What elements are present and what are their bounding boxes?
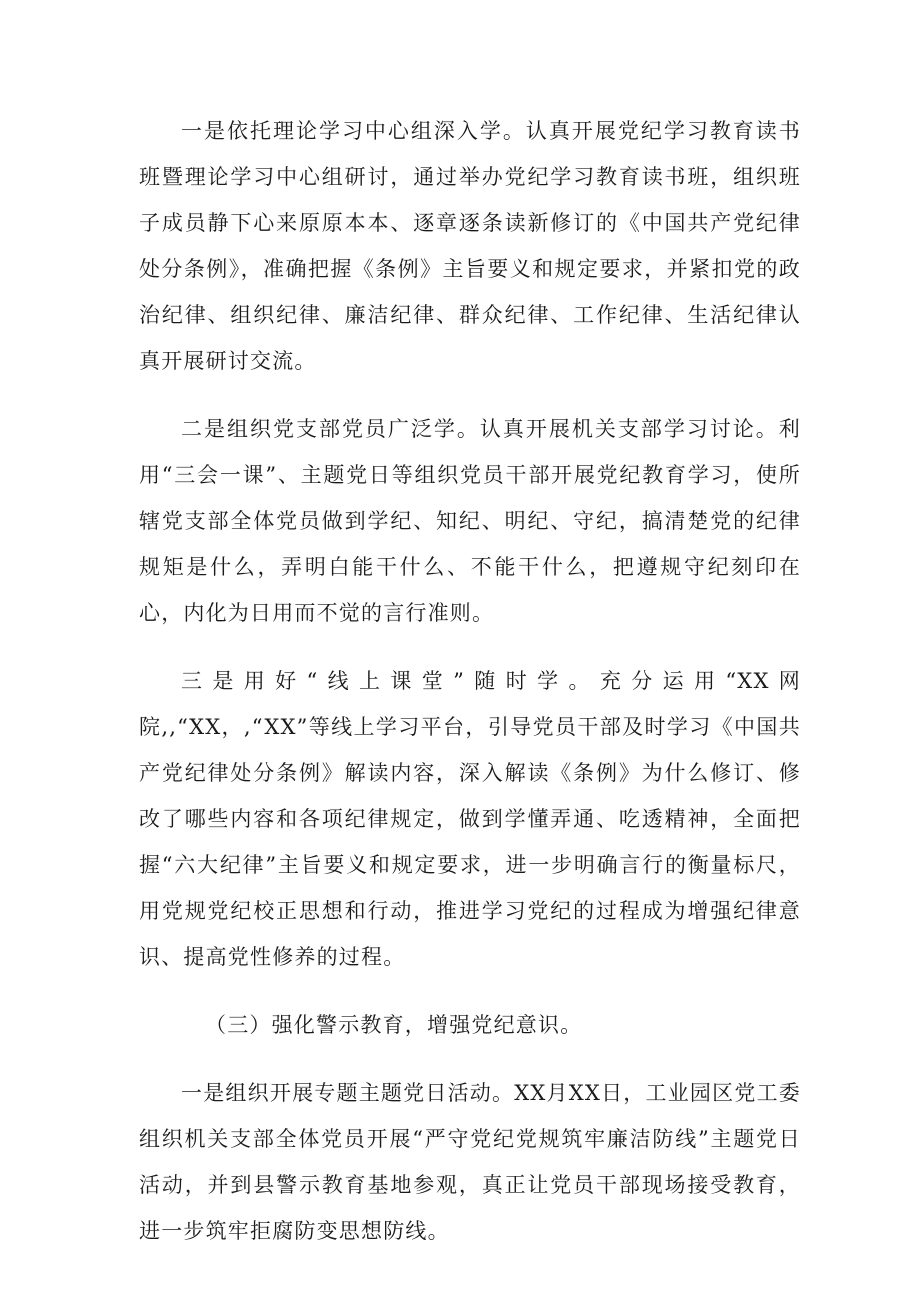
paragraph-party-day: 一是组织开展专题主题党日活动。XX月XX日，工业园区党工委组织机关支部全体党员开展“严守党纪党规筑牢廉洁防线”主题党日活动，并到县警示教育基地参观，真正让党员干部现场接受教育，进一步筑牢拒腐防变思想防线。 bbox=[139, 1081, 801, 1243]
paragraph-theory-study: 一是依托理论学习中心组深入学。认真开展党纪学习教育读书班暨理论学习中心组研讨，通过举办党纪学习教育读书班，组织班子成员静下心来原原本本、逐章逐条读新修订的《中国共产党纪律处分条例》，准确把握《条例》主旨要义和规定要求，并紧扣党的政治纪律、组织纪律、廉洁纪律、群众纪律、工作纪律、生活纪律认真开展研讨交流。 bbox=[139, 119, 801, 373]
section-heading: （三）强化警示教育，增强党纪意识。 bbox=[205, 1013, 583, 1037]
paragraph-online-study: 三是用好“线上课堂”随时学。充分运用“XX网院,,“XX，,“XX”等线上学习平台，引导党员干部及时学习《中国共产党纪律处分条例》解读内容，深入解读《条例》为什么修订、修改了哪些内容和各项纪律规定，做到学懂弄通、吃透精神，全面把握“六大纪律”主旨要义和规定要求，进一步明确言行的衡量标尺，用党规党纪校正思想和行动，推进学习党纪的过程成为增强纪律意识、提高党性修养的过程。 bbox=[139, 669, 801, 969]
paragraph-gap bbox=[139, 1048, 801, 1070]
paragraph-branch-study: 二是组织党支部党员广泛学。认真开展机关支部学习讨论。利用“三会一课”、主题党日等组织党员干部开展党纪教育学习，使所辖党支部全体党员做到学纪、知纪、明纪、守纪，搞清楚党的纪律规矩是什么，弄明白能干什么、不能干什么，把遵规守纪刻印在心，内化为日用而不觉的言行准则。 bbox=[139, 417, 801, 625]
paragraph-gap bbox=[139, 384, 801, 406]
document-body bbox=[139, 108, 801, 1254]
paragraph-gap bbox=[139, 636, 801, 658]
paragraph-gap bbox=[139, 980, 801, 1002]
